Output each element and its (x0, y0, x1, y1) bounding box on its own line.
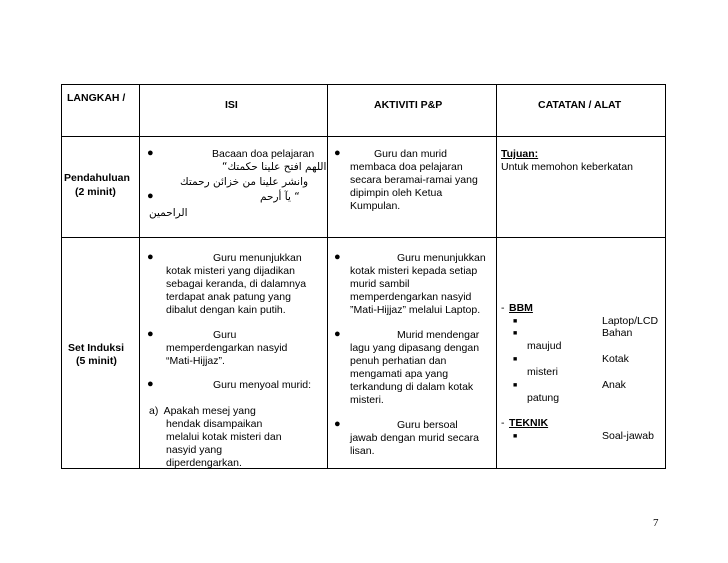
isi-question-l4: nasyid yang (166, 444, 223, 456)
row-divider (61, 237, 665, 238)
table-border-left (61, 84, 62, 469)
aktiviti-r1-l3: secara beramai-ramai yang (350, 174, 478, 186)
square-bullet-icon: ■ (513, 318, 518, 325)
header-langkah: LANGKAH / (67, 92, 126, 104)
isi-arabic-1: اللهم افتح علينا حكمتك“ (222, 161, 327, 173)
aktiviti-r2-b2-l5: terkandung di dalam kotak (350, 381, 474, 393)
aktiviti-r2-b1-l2: kotak misteri kepada setiap (350, 265, 478, 277)
bbm-item-anak-cont: patung (527, 392, 560, 404)
aktiviti-r2-b3-l3: lisan. (350, 445, 375, 457)
header-catatan: CATATAN / ALAT (538, 99, 622, 111)
teknik-heading: TEKNIK (509, 417, 549, 429)
isi-r2-b1-l5: dibalut dengan kain putih. (166, 304, 286, 316)
isi-doa-line: Bacaan doa pelajaran (212, 148, 315, 160)
aktiviti-r2-b2-l3: penuh perhatian dan (350, 355, 447, 367)
isi-r2-b3-l1: Guru menyoal murid: (213, 379, 312, 391)
column-divider-1 (139, 84, 140, 469)
teknik-dash: - (501, 417, 508, 429)
page-number: 7 (653, 517, 659, 529)
aktiviti-r2-b1-l5: ”Mati-Hijjaz” melalui Laptop. (350, 304, 481, 316)
bbm-item-laptop: Laptop/LCD (602, 315, 659, 327)
aktiviti-r2-b1-l1: Guru menunjukkan (397, 252, 486, 264)
table-border-top (61, 84, 665, 85)
table-border-right (665, 84, 666, 469)
isi-arabic-3: “ يآ أرحم (260, 191, 300, 203)
aktiviti-r1-l1: Guru dan murid (374, 148, 447, 160)
isi-r2-b1-l4: terdapat anak patung yang (166, 291, 291, 303)
square-bullet-icon: ■ (513, 382, 518, 389)
isi-question-l3: melalui kotak misteri dan (166, 431, 282, 443)
isi-arabic-2: وانشر علينا من خزائن رحمتك (180, 176, 309, 188)
isi-r2-b2-l1: Guru (213, 329, 237, 341)
table-border-bottom (61, 468, 665, 469)
isi-r2-b1-l3: sebagai keranda, di dalamnya (166, 278, 307, 290)
aktiviti-r2-b2-l2: lagu yang dipasang dengan (350, 342, 480, 354)
isi-question-l2: hendak disampaikan (166, 418, 263, 430)
aktiviti-r2-b2-l4: mengamati apa yang (350, 368, 449, 380)
row-set-induksi-time: (5 minit) (76, 355, 117, 367)
bullet-icon: ● (334, 418, 341, 430)
isi-r2-b1-l1: Guru menunjukkan (213, 252, 302, 264)
tujuan-heading: Tujuan: (501, 148, 539, 160)
isi-question-l1: a) Apakah mesej yang (149, 405, 256, 417)
bbm-item-bahan: Bahan (602, 327, 633, 339)
bullet-icon: ● (147, 378, 154, 390)
aktiviti-r2-b3-l2: jawab dengan murid secara (350, 432, 479, 444)
aktiviti-r1-l4: dipimpin oleh Ketua (350, 187, 443, 199)
bullet-icon: ● (147, 251, 154, 263)
bullet-icon: ● (147, 328, 154, 340)
bbm-item-kotak: Kotak (602, 353, 629, 365)
bbm-dash: - (501, 302, 508, 314)
row-pendahuluan-time: (2 minit) (75, 186, 116, 198)
teknik-item-soal-jawab: Soal-jawab (602, 430, 654, 442)
bullet-icon: ● (334, 251, 341, 263)
header-aktiviti: AKTIVITI P&P (374, 99, 443, 111)
square-bullet-icon: ■ (513, 356, 518, 363)
isi-r2-b1-l2: kotak misteri yang dijadikan (166, 265, 295, 277)
bbm-item-kotak-cont: misteri (527, 366, 558, 378)
aktiviti-r1-l2: membaca doa pelajaran (350, 161, 463, 173)
isi-question-l5: diperdengarkan. (166, 457, 242, 469)
header-row-divider (61, 136, 665, 137)
aktiviti-r1-l5: Kumpulan. (350, 200, 401, 212)
row-pendahuluan-label: Pendahuluan (64, 172, 130, 184)
square-bullet-icon: ■ (513, 330, 518, 337)
bullet-icon: ● (147, 147, 154, 159)
aktiviti-r2-b1-l4: memperdengarkan nasyid (350, 291, 472, 303)
aktiviti-r2-b2-l1: Murid mendengar (397, 329, 480, 341)
aktiviti-r2-b1-l3: murid sambil (350, 278, 410, 290)
isi-r2-b2-l2: memperdengarkan nasyid (166, 342, 288, 354)
aktiviti-r2-b3-l1: Guru bersoal (397, 419, 458, 431)
header-isi: ISI (225, 99, 238, 111)
bullet-icon: ● (334, 147, 341, 159)
bullet-icon: ● (334, 328, 341, 340)
tujuan-text: Untuk memohon keberkatan (501, 161, 633, 173)
aktiviti-r2-b2-l6: misteri. (350, 394, 384, 406)
bbm-heading: BBM (509, 302, 533, 314)
bbm-item-bahan-cont: maujud (527, 340, 562, 352)
isi-r2-b2-l3: “Mati-Hijjaz”. (166, 355, 225, 367)
bullet-icon: ● (147, 190, 154, 202)
row-set-induksi-label: Set Induksi (68, 342, 125, 354)
bbm-item-anak: Anak (602, 379, 626, 391)
isi-arabic-4: الراحمين (149, 207, 188, 219)
square-bullet-icon: ■ (513, 433, 518, 440)
column-divider-2 (327, 84, 328, 469)
column-divider-3 (496, 84, 497, 469)
